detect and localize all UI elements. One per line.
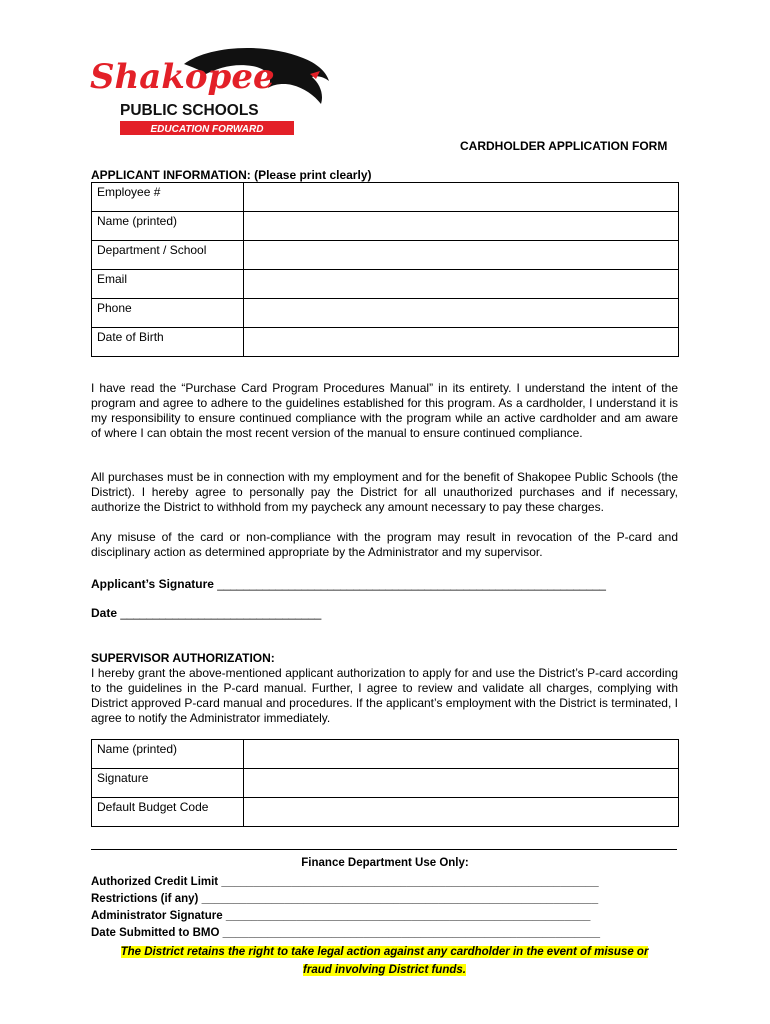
agreement-paragraph-3: Any misuse of the card or non-compliance with the program may result in revocation of the P-card and disciplinary action as determined appropriate by the Administrator and my supervisor. bbox=[91, 530, 678, 559]
fin-label: Date Submitted to BMO bbox=[91, 927, 220, 939]
logo-name: Shakopee bbox=[90, 57, 275, 97]
email-field[interactable] bbox=[244, 270, 679, 299]
applicant-signature-line[interactable] bbox=[91, 577, 606, 591]
applicant-info-heading: APPLICANT INFORMATION: (Please print clearly) bbox=[91, 168, 372, 182]
form-title: CARDHOLDER APPLICATION FORM bbox=[460, 139, 668, 153]
table-row bbox=[92, 328, 679, 357]
table-row bbox=[92, 183, 679, 212]
logo-tagline: EDUCATION FORWARD bbox=[150, 124, 264, 135]
shakopee-public-schools-logo bbox=[88, 44, 333, 140]
field-label: Email bbox=[92, 270, 244, 299]
field-label: Employee # bbox=[92, 183, 244, 212]
date-label: Date bbox=[91, 606, 118, 620]
supervisor-heading: SUPERVISOR AUTHORIZATION: bbox=[91, 651, 275, 665]
date-rule: _______________________________ bbox=[120, 606, 322, 620]
table-row bbox=[92, 270, 679, 299]
restrictions-line[interactable] bbox=[91, 893, 598, 905]
agreement-paragraph-2: All purchases must be in connection with my employment and for the benefit of Shakopee Public Schools (the District). I hereby agree to personally pay the District for all unauthorized purchases and if necessary, authorize the District to withhold from my paycheck any amount necessary to pay these charges. bbox=[91, 470, 678, 514]
budget-code-field[interactable] bbox=[244, 798, 679, 827]
logo-public-schools: PUBLIC SCHOOLS bbox=[120, 102, 259, 119]
fin-rule: ___________________________________________________________ bbox=[221, 876, 599, 888]
fin-label: Authorized Credit Limit bbox=[91, 876, 219, 888]
table-row bbox=[92, 212, 679, 241]
fin-label: Restrictions (if any) bbox=[91, 893, 199, 905]
field-label: Phone bbox=[92, 299, 244, 328]
agreement-paragraph-1: I have read the “Purchase Card Program Procedures Manual” in its entirety. I understand the intent of the program and agree to adhere to the guidelines established for this program. As a cardholder, I understand it is my responsibility to ensure continued compliance with the program while an active cardholder and am aware of where I can obtain the most recent version of the manual to ensure continued compliance. bbox=[91, 381, 678, 440]
table-row bbox=[92, 299, 679, 328]
fin-rule: ___________________________________________________________ bbox=[222, 927, 600, 939]
field-label: Name (printed) bbox=[92, 212, 244, 241]
table-row bbox=[92, 241, 679, 270]
field-label: Signature bbox=[92, 769, 244, 798]
department-field[interactable] bbox=[244, 241, 679, 270]
applicant-date-line[interactable] bbox=[91, 606, 321, 620]
section-divider bbox=[91, 849, 677, 850]
supervisor-paragraph: I hereby grant the above-mentioned applicant authorization to apply for and use the District’s P-card according to the guidelines in the P-card manual. Further, I agree to review and validate all charges, complying with District approved P-card manual and procedures. If the applicant’s employment with the District is terminated, I agree to notify the Administrator immediately. bbox=[91, 666, 678, 725]
supervisor-name-field[interactable] bbox=[244, 740, 679, 769]
supervisor-signature-field[interactable] bbox=[244, 769, 679, 798]
table-row bbox=[92, 740, 679, 769]
employee-number-field[interactable] bbox=[244, 183, 679, 212]
fin-rule: _________________________________________________________ bbox=[225, 910, 591, 922]
fin-label: Administrator Signature bbox=[91, 910, 223, 922]
finance-heading: Finance Department Use Only: bbox=[301, 857, 469, 869]
signature-rule: ____________________________________________________________ bbox=[217, 577, 606, 591]
table-row bbox=[92, 769, 679, 798]
credit-limit-line[interactable] bbox=[91, 876, 599, 888]
table-row bbox=[92, 798, 679, 827]
legal-notice bbox=[91, 943, 678, 979]
legal-notice-line-1: The District retains the right to take legal action against any cardholder in the event of misuse or bbox=[120, 946, 649, 958]
name-field[interactable] bbox=[244, 212, 679, 241]
supervisor-table bbox=[91, 739, 679, 827]
field-label: Department / School bbox=[92, 241, 244, 270]
fin-rule: ______________________________________________________________ bbox=[201, 893, 599, 905]
date-of-birth-field[interactable] bbox=[244, 328, 679, 357]
field-label: Default Budget Code bbox=[92, 798, 244, 827]
applicant-info-table bbox=[91, 182, 679, 357]
phone-field[interactable] bbox=[244, 299, 679, 328]
field-label: Name (printed) bbox=[92, 740, 244, 769]
administrator-signature-line[interactable] bbox=[91, 910, 590, 922]
applicant-signature-label: Applicant’s Signature bbox=[91, 577, 214, 591]
field-label: Date of Birth bbox=[92, 328, 244, 357]
date-submitted-line[interactable] bbox=[91, 927, 600, 939]
legal-notice-line-2: fraud involving District funds. bbox=[303, 964, 466, 976]
